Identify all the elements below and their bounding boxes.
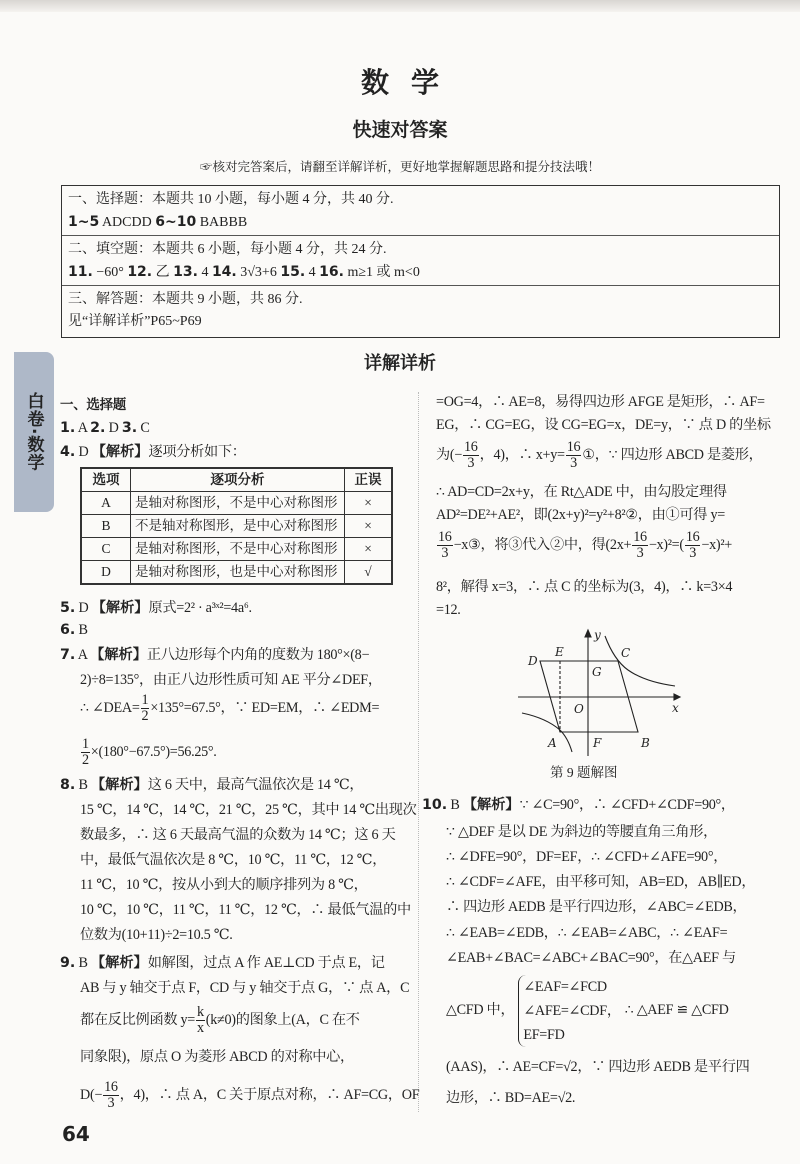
label-f: F [593, 736, 602, 750]
label-c: C [621, 646, 631, 660]
numerator: 1 [82, 736, 89, 753]
denominator: 2 [82, 752, 89, 769]
text-run: ，4)，∴ 点 A，C 关于原点对称，∴ AF=CG，OF [119, 1087, 420, 1103]
table-cell: C [81, 538, 131, 561]
table-row [81, 538, 392, 561]
fraction [141, 693, 150, 724]
table-cell: × [345, 492, 393, 515]
bold-label: 15. [280, 264, 306, 280]
quick-answers-title: 快速对答案 [352, 119, 448, 141]
fraction [685, 530, 701, 561]
answer-line [68, 189, 773, 211]
denominator: 2 [141, 708, 149, 725]
system-row: ∠EAF=∠FCD [523, 978, 607, 995]
fraction [81, 737, 90, 768]
quick-answer-box [61, 185, 780, 338]
answer-section [62, 236, 779, 286]
text-run: B [75, 955, 91, 971]
numerator: 16 [438, 529, 452, 546]
text-run: 中，最低气温依次是 8 ℃，10 ℃，11 ℃，12 ℃， [80, 852, 387, 868]
figure-caption: 第 9 题解图 [550, 765, 618, 780]
text-run: ∴ ∠CDF=∠AFE，由平移可知，AB=ED，AB∥ED， [446, 874, 756, 890]
text-line [436, 576, 790, 598]
text-run: 原式=2² · a³ˣ²=4a⁶. [148, 600, 252, 616]
text-run: ∠EAB+∠BAC=∠ABC+∠BAC=90°，在△AEF 与 [446, 950, 736, 966]
table-row [81, 515, 392, 538]
bold-label: 9. [60, 955, 76, 971]
denominator: 3 [689, 545, 696, 562]
bold-label: 12. [127, 264, 153, 280]
text-run: (k≠0)的图象上(A，C 在不 [205, 1012, 360, 1028]
denominator: 3 [636, 545, 644, 562]
table-cell: 是轴对称图形，不是中心对称图形 [131, 492, 345, 515]
denominator: 3 [570, 455, 577, 472]
bold-label: 4. [60, 444, 76, 460]
subject-title: 数学 [360, 66, 461, 99]
y-axis-arrow [585, 630, 591, 637]
label-a: A [548, 736, 557, 750]
text-run: A [75, 647, 91, 663]
text-line [446, 871, 790, 893]
text-run: ∴ △AEF ≌ △CFD [624, 1002, 729, 1018]
text-run: ∴ ∠DEA= [80, 700, 140, 716]
text-run: 二、填空题：本题共 6 小题，每小题 4 分，共 24 分. [68, 242, 387, 257]
text-run: 位数为(10+11)÷2=10.5 ℃. [80, 927, 233, 943]
text-line [436, 481, 790, 503]
text-line [60, 597, 412, 619]
text-run: m≥1 或 m<0 [343, 265, 420, 280]
text-line [446, 1087, 790, 1109]
text-line [80, 799, 417, 821]
answer-line [68, 311, 773, 333]
table-row [81, 492, 392, 515]
fraction [196, 1005, 205, 1036]
q4-analysis-table [80, 467, 393, 585]
label-y: y [594, 628, 601, 642]
text-line [80, 692, 412, 724]
answer-line [68, 239, 773, 261]
table-cell: A [81, 492, 131, 515]
text-line [60, 774, 412, 796]
text-run: ∴ ∠EAB=∠EDB，∴ ∠EAB=∠ABC，∴ ∠EAF= [446, 925, 728, 941]
text-run: ，4)，∴ x+y= [479, 447, 565, 463]
text-run: −x)²=( [648, 537, 684, 553]
table-row [81, 561, 392, 585]
text-run: ∴ ∠DFE=90°，DF=EF，∴ ∠CFD+∠AFE=90°， [446, 849, 728, 865]
text-run: −60° [92, 265, 128, 280]
text-line [80, 924, 412, 946]
text-run: 一、选择题 [60, 397, 126, 413]
numerator: 16 [464, 439, 478, 456]
text-run: ×135°=67.5°，∵ ED=EM，∴ ∠EDM= [150, 700, 380, 716]
equation-system [518, 975, 620, 1047]
bold-label: 2. [90, 420, 106, 436]
text-line [80, 849, 412, 871]
text-run: ∵ △DEF 是以 DE 为斜边的等腰直角三角形， [446, 824, 717, 840]
bold-label: 【解析】 [90, 647, 147, 663]
text-line [436, 504, 790, 526]
text-line [60, 952, 412, 974]
numerator: 16 [566, 439, 581, 456]
text-run: 数最多，∴ 这 6 天最高气温的众数为 14 ℃；这 6 天 [80, 827, 396, 843]
text-line [80, 1004, 412, 1036]
bold-label: 16. [319, 264, 344, 280]
text-run: 2)÷8=135°，由正八边形性质可知 AE 平分∠DEF， [80, 672, 382, 688]
text-run: 同象限)，原点 O 为菱形 ABCD 的对称中心， [80, 1049, 354, 1065]
text-run: 4 [305, 265, 320, 280]
denominator: 3 [467, 455, 475, 472]
text-run: AD²=DE²+AE²，即(2x+y)²=y²+8²②，由①可得 y= [436, 507, 725, 523]
label-g: G [592, 665, 602, 679]
label-d: D [528, 654, 538, 668]
text-line [80, 824, 412, 846]
bold-label: 1. [60, 420, 76, 436]
text-run: 11 ℃，10 ℃，按从小到大的顺序排列为 8 ℃， [80, 877, 368, 893]
text-line [446, 1056, 790, 1078]
text-run: 见“详解详析”P65~P69 [68, 314, 202, 329]
bold-label: 8. [60, 777, 76, 793]
bold-label: 【解析】 [462, 797, 520, 813]
x-axis-arrow [674, 694, 680, 700]
text-run: (AAS)，∴ AE=CF=√2，∵ 四边形 AEDB 是平行四 [446, 1059, 750, 1075]
page-number: 64 [62, 1122, 90, 1146]
text-run: 这 6 天中，最高气温依次是 14 ℃， [147, 777, 364, 793]
text-line [80, 736, 412, 768]
numerator: 16 [685, 529, 700, 546]
bold-label: 3. [121, 420, 138, 436]
numerator: 16 [633, 529, 647, 546]
numerator: 1 [141, 692, 149, 709]
text-line [80, 874, 412, 896]
numerator: k [196, 1004, 204, 1021]
answer-section [62, 286, 779, 336]
text-line [80, 1046, 412, 1068]
question-9-figure [510, 626, 690, 758]
text-line [446, 922, 790, 944]
text-line [446, 947, 790, 969]
side-tab-label: 白卷·数学 [23, 392, 44, 472]
table-cell: × [345, 538, 393, 561]
bold-label: 11. [68, 264, 93, 280]
answer-section [62, 186, 779, 236]
denominator: x [196, 1020, 204, 1037]
text-line [422, 794, 790, 816]
side-tab [14, 352, 54, 512]
text-run: 4 [197, 265, 212, 280]
detailed-solutions-title: 详解详析 [364, 353, 436, 374]
text-line [436, 391, 790, 413]
text-run: EG，∴ CG=EG，设 CG=EG=x，DE=y，∵ 点 D 的坐标 [436, 417, 771, 433]
text-run: 一、选择题：本题共 10 小题，每小题 4 分，共 40 分. [68, 192, 394, 207]
text-run: 10 ℃，10 ℃，11 ℃，11 ℃，12 ℃，∴ 最低气温的中 [80, 902, 411, 918]
text-line [60, 619, 412, 641]
text-run: D(− [80, 1087, 103, 1103]
scan-edge [0, 0, 800, 12]
text-line [80, 669, 412, 691]
text-line [436, 599, 790, 621]
text-line [60, 417, 412, 439]
label-e: E [555, 645, 564, 659]
system-row: ∠AFE=∠CDF， [523, 1002, 621, 1019]
text-run: 乙 [152, 265, 174, 280]
text-line [446, 973, 790, 1047]
text-line [60, 644, 412, 666]
text-line [446, 846, 790, 868]
text-run: −x)²+ [701, 537, 732, 553]
bold-label: 5. [60, 600, 76, 616]
text-run: D [75, 444, 92, 460]
bold-label: 10. [422, 797, 448, 813]
text-run: 都在反比例函数 y= [80, 1012, 195, 1028]
label-o: O [574, 702, 584, 716]
text-run: ∴ AD=CD=2x+y，在 Rt△ADE 中，由勾股定理得 [436, 484, 727, 500]
text-run: 8²，解得 x=3，∴ 点 C 的坐标为(3，4)，∴ k=3×4 [436, 579, 733, 595]
text-line [80, 899, 412, 921]
text-run: 逐项分析如下： [148, 444, 246, 460]
text-run: C [137, 420, 150, 436]
answer-line [68, 261, 773, 283]
text-run: 三、解答题：本题共 9 小题，共 86 分. [68, 292, 303, 307]
text-line [80, 977, 412, 999]
text-run: ①，∵ 四边形 ABCD 是菱形， [582, 447, 763, 463]
system-row: EF=FD [523, 1026, 565, 1043]
answer-line [68, 289, 773, 311]
text-run: D [75, 600, 92, 616]
column-divider [418, 392, 419, 1112]
text-line [80, 1079, 420, 1112]
fraction [437, 530, 453, 561]
text-run: 为(− [436, 447, 463, 463]
bold-label: 【解析】 [90, 955, 148, 971]
text-run: 3√3+6 [236, 265, 281, 280]
text-run: ∴ 四边形 AEDB 是平行四边形，∠ABC=∠EDB， [446, 899, 747, 915]
text-line [436, 414, 790, 436]
hint-note: ☞核对完答案后，请翻至详解详析，更好地掌握解题思路和提分技法哦！ [199, 159, 600, 174]
table-cell: D [81, 561, 131, 585]
label-b: B [641, 736, 650, 750]
text-run: =12. [436, 602, 461, 618]
text-run: △CFD 中， [446, 1002, 515, 1018]
bold-label: 【解析】 [91, 600, 149, 616]
bold-label: 【解析】 [91, 444, 149, 460]
denominator: 3 [441, 545, 449, 562]
text-run: B [75, 777, 91, 793]
text-run: =OG=4，∴ AE=8，易得四边形 AFGE 是矩形，∴ AF= [436, 394, 765, 410]
table-header: 逐项分析 [131, 468, 345, 492]
text-run: AB 与 y 轴交于点 F，CD 与 y 轴交于点 G，∵ 点 A，C [80, 980, 410, 996]
text-run: 正八边形每个内角的度数为 180°×(8− [146, 647, 370, 663]
table-cell: B [81, 515, 131, 538]
fraction [566, 440, 582, 471]
text-run: B [447, 797, 463, 813]
text-line [436, 439, 790, 471]
text-run: ADCDD [99, 215, 156, 230]
text-run: D [105, 420, 122, 436]
section-heading [60, 394, 412, 416]
fraction [632, 530, 648, 561]
fraction [103, 1080, 119, 1111]
text-run: 边形，∴ BD=AE=√2. [446, 1090, 576, 1106]
table-cell: 不是轴对称图形，是中心对称图形 [131, 515, 345, 538]
bold-label: 1~5 [68, 214, 100, 230]
text-run: ∵ ∠C=90°，∴ ∠CFD+∠CDF=90°， [519, 797, 735, 813]
table-header: 正误 [345, 468, 393, 492]
text-line [60, 441, 412, 463]
text-line [446, 896, 790, 918]
numerator: 16 [104, 1079, 118, 1096]
bold-label: 13. [173, 264, 198, 280]
table-header: 选项 [81, 468, 131, 492]
table-cell: × [345, 515, 393, 538]
text-line [436, 529, 790, 561]
denominator: 3 [107, 1095, 115, 1112]
text-run: ×(180°−67.5°)=56.25°. [90, 744, 217, 760]
text-run: 如解图，过点 A 作 AE⊥CD 于点 E，记 [147, 955, 385, 971]
text-run: BABBB [196, 215, 248, 230]
bold-label: 6. [60, 622, 76, 638]
fraction [463, 440, 479, 471]
text-run: A [75, 420, 91, 436]
table-cell: 是轴对称图形，不是中心对称图形 [131, 538, 345, 561]
text-line [446, 821, 790, 843]
table-cell: 是轴对称图形，也是中心对称图形 [131, 561, 345, 585]
text-run: −x③，将③代入②中，得(2x+ [453, 537, 632, 553]
bold-label: 【解析】 [90, 777, 148, 793]
table-cell: √ [345, 561, 393, 585]
bold-label: 7. [60, 647, 76, 663]
answer-line [68, 211, 773, 233]
bold-label: 6~10 [155, 214, 197, 230]
label-x: x [672, 701, 679, 715]
text-run: 15 ℃，14 ℃，14 ℃，21 ℃，25 ℃，其中 14 ℃出现次 [80, 802, 417, 818]
text-run: B [75, 622, 88, 638]
bold-label: 14. [211, 264, 237, 280]
